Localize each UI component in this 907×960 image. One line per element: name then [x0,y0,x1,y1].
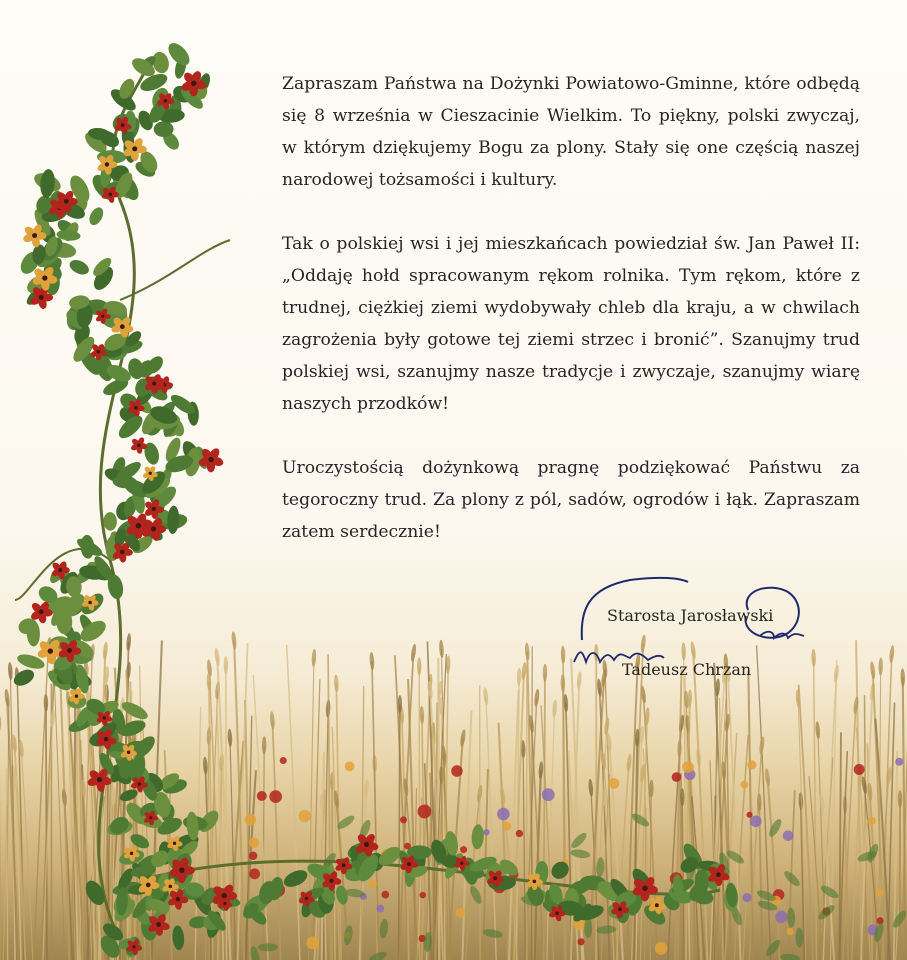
signature-name: Tadeusz Chrzan [622,660,752,679]
letter-body [282,68,860,548]
letter-paragraph: Zapraszam Państwa na Dożynki Powiatowo-Gminne, które odbędą się 8 września w Cieszacinie Wielkim. To piękny, polski zwyczaj, w którym dziękujemy Bogu za plony. Stały się one częścią naszej narodowej tożsamości i kultury. [282,74,860,190]
signature-block [560,570,820,690]
letter-paragraph: Uroczystością dożynkową pragnę podziękować Państwu za tegoroczny trud. Za plony z pól, sadów, ogrodów i łąk. Zapraszam zatem serdecznie! [282,458,860,542]
signature-title: Starosta Jarosławski [607,606,774,625]
letter-paragraph: Tak o polskiej wsi i jej mieszkańcach powiedział św. Jan Paweł II: „Oddaję hołd spracowanym rękom rolnika. Tym rękom, które z trudnej, ciężkiej ziemi wydobywały chleb dla kraju, a w chwilach zagrożenia były gotowe tej ziemi strzec i bronić”. Szanujmy trud polskiej wsi, szanujmy nasze tradycje i zwyczaje, szanujmy wiarę naszych przodków! [282,234,860,414]
